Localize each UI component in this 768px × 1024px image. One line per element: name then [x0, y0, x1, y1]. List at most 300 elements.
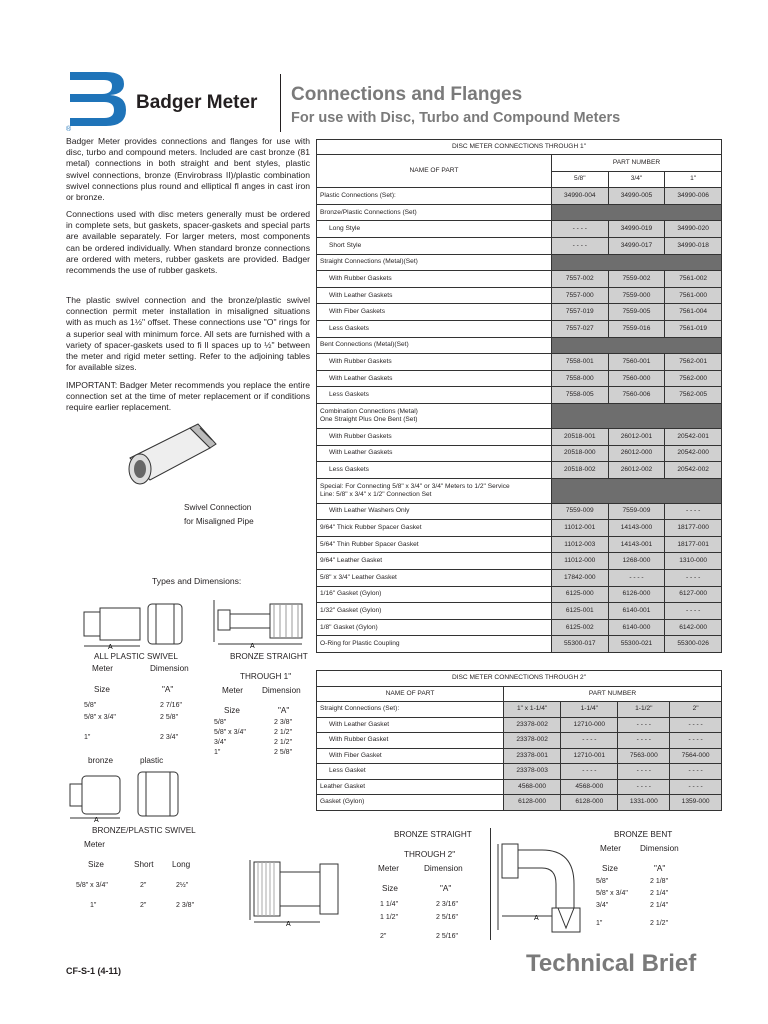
part-name: Short Style [329, 241, 362, 249]
part-number-cell: - - - - [665, 603, 722, 620]
part-name-cell [317, 221, 552, 238]
bronze-plastic-size: 5/8" x 3/4" [76, 882, 108, 889]
part-name-cell [317, 570, 552, 587]
part-number-cell: 34990-020 [665, 221, 722, 238]
types-heading: Types and Dimensions: [152, 576, 242, 586]
table-row [317, 748, 722, 764]
bronze-bent-col2: Dimension [640, 844, 679, 853]
part-number-cell: 1331-000 [618, 795, 670, 811]
part-number-cell: 20542-001 [665, 428, 722, 445]
part-number-cell: 7562-001 [665, 354, 722, 371]
part-number-cell: 20518-000 [551, 445, 608, 462]
part-name: Plastic Connections (Set): [320, 191, 396, 199]
table-row [317, 717, 722, 733]
bronze-straight-1-a: 2 5/8" [274, 749, 293, 756]
table-1-name-header: NAME OF PART [317, 155, 552, 188]
part-number-cell: - - - - [618, 733, 670, 749]
part-name-cell [317, 370, 552, 387]
table-row [317, 536, 722, 553]
group-shade-cell [551, 204, 721, 221]
part-number-cell: - - - - [618, 779, 670, 795]
table-row [317, 570, 722, 587]
part-number-cell: 34990-004 [551, 188, 608, 205]
part-number-cell: 20518-001 [551, 428, 608, 445]
part-name: With Leather Gaskets [329, 291, 393, 299]
part-name-cell [317, 553, 552, 570]
group-shade-cell [551, 337, 721, 354]
part-name: With Fiber Gaskets [329, 308, 386, 316]
part-name-cell [317, 237, 552, 254]
part-number-cell: 18177-001 [665, 536, 722, 553]
bronze-bent-a: 2 1/8" [650, 878, 669, 885]
part-number-cell: 7561-004 [665, 304, 722, 321]
bronze-straight-2-drawing [242, 856, 342, 930]
part-number-cell: 20542-000 [665, 445, 722, 462]
header-divider [280, 74, 281, 132]
part-number-cell: 1268-000 [608, 553, 665, 570]
table-1-size-header: 1" [665, 171, 722, 188]
plastic-swivel-size: 1" [84, 734, 91, 741]
part-number-cell: - - - - [618, 717, 670, 733]
table-row [317, 619, 722, 636]
intro-paragraph-3: The plastic swivel connection and the bronze/plastic swivel connection permit meter installation in misaligned situations with as much as 1½" offset. These connections use "O" rings for a superior seal with minimum force. All sets are furnished with a variety of spacer-gaskets used to fi ll spaces up to ½" between the meter and rigid meter setting. Refer to the adjoining tables for available sizes. [66, 295, 310, 373]
part-number-cell: 11012-001 [551, 520, 608, 537]
table-row [317, 221, 722, 238]
bronze-straight-2-hdr-a: "A" [440, 884, 452, 893]
part-number-cell: 6128-000 [504, 795, 561, 811]
part-number-cell: 4568-000 [504, 779, 561, 795]
part-number-cell: 6142-000 [665, 619, 722, 636]
bronze-bent-hdr-size: Size [602, 864, 618, 873]
part-number-cell: 7560-000 [608, 370, 665, 387]
bronze-straight-1-dims [274, 718, 292, 758]
bronze-plastic-short-value: 2" [140, 902, 147, 909]
part-number-cell: 7559-016 [608, 320, 665, 337]
bronze-bent-hdr-a: "A" [654, 864, 666, 873]
bronze-straight-1-a: 2 1/2" [274, 739, 293, 746]
part-name: 1/8" Gasket (Gylon) [320, 623, 378, 631]
intro-paragraph-1: Badger Meter provides connections and flanges for use with disc, turbo and compound meters. Included are cast bronze (81 metal) connections in both straight and bent styles, plastic swivel connections, bronze (Envirobrass II)/plastic combination swivel connections plus round and elliptical fl anges in cast iron or bronze. [66, 136, 310, 203]
part-number-cell: 34990-006 [665, 188, 722, 205]
bronze-straight-1-a: 2 1/2" [274, 729, 293, 736]
svg-text:A: A [108, 644, 113, 651]
part-name: 5/64" Thin Rubber Spacer Gasket [320, 540, 419, 548]
intro-paragraph-2: Connections used with disc meters generally must be ordered in complete sets, but gaskets, spacer-gaskets and special parts are available separately. For larger meters, most components can be ordered individually. When standard bronze connections are ordered with meters, rubber gaskets are provided. Badger recommends the use of rubber gaskets. [66, 209, 310, 276]
bronze-straight-1-title: BRONZE STRAIGHT [230, 652, 308, 661]
table-row [317, 478, 722, 503]
bronze-straight-1-drawing [210, 598, 310, 650]
group-shade-cell [551, 254, 721, 271]
bronze-plastic-swivel-drawing [66, 772, 186, 824]
part-name: 1/16" Gasket (Gylon) [320, 590, 382, 598]
bronze-straight-2-a: 2 5/16" [436, 914, 458, 921]
technical-brief-label: Technical Brief [526, 950, 697, 977]
part-number-cell: - - - - [670, 764, 722, 780]
part-name: Long Style [329, 225, 361, 233]
table-row [317, 503, 722, 520]
svg-text:A: A [94, 817, 99, 824]
table-row [317, 237, 722, 254]
table-row [317, 795, 722, 811]
part-number-cell: - - - - [618, 764, 670, 780]
part-name: Bent Connections (Metal)(Set) [320, 341, 409, 349]
part-name: 9/64" Leather Gasket [320, 557, 383, 565]
part-number-cell: 12710-001 [561, 748, 618, 764]
bronze-straight-2-size: 1 1/2" [380, 914, 399, 921]
table-row [317, 204, 722, 221]
part-number-cell: 7562-005 [665, 387, 722, 404]
part-number-cell: 23378-003 [504, 764, 561, 780]
bronze-bent-a: 2 1/4" [650, 890, 669, 897]
part-name-cell [317, 503, 552, 520]
bronze-straight-2-a: 2 5/16" [436, 933, 458, 940]
table-row [317, 271, 722, 288]
part-name-cell [317, 586, 552, 603]
part-number-cell: 17842-000 [551, 570, 608, 587]
part-number-cell: 55300-021 [608, 636, 665, 653]
table-row [317, 733, 722, 749]
table-row [317, 370, 722, 387]
table-2-caption: DISC METER CONNECTIONS THROUGH 2" [317, 671, 722, 687]
part-name: With Rubber Gaskets [329, 274, 392, 282]
part-number-cell: 14143-001 [608, 536, 665, 553]
table-2-name-header: NAME OF PART [317, 686, 504, 702]
plastic-swivel-size: 5/8" x 3/4" [84, 714, 116, 721]
table-1-size-header: 5/8" [551, 171, 608, 188]
part-name: Straight Connections (Metal)(Set) [320, 258, 418, 266]
bronze-straight-1-subtitle: THROUGH 1" [240, 672, 292, 681]
part-number-cell: 7559-005 [608, 304, 665, 321]
bronze-label: bronze [88, 756, 114, 765]
part-name: 9/64" Thick Rubber Spacer Gasket [320, 524, 422, 532]
part-name-cell [317, 254, 552, 271]
table-row [317, 764, 722, 780]
part-name-cell [317, 204, 552, 221]
brand-name: Badger Meter [136, 92, 258, 113]
bronze-straight-1-hdr-size: Size [224, 706, 240, 715]
table-row [317, 254, 722, 271]
part-number-cell: 6125-002 [551, 619, 608, 636]
part-number-cell: 7559-009 [608, 503, 665, 520]
part-name-cell: With Rubber Gasket [317, 733, 504, 749]
part-name-cell [317, 603, 552, 620]
part-name: Less Gaskets [329, 465, 369, 473]
bronze-straight-1-sizes [214, 718, 246, 758]
size-header-cell: 1" x 1-1/4" [504, 702, 561, 718]
part-number-cell: 7559-002 [608, 271, 665, 288]
bronze-plastic-col1: Meter [84, 840, 105, 849]
group-shade-cell [551, 478, 721, 503]
part-number-cell: 34990-018 [665, 237, 722, 254]
table-1-caption: DISC METER CONNECTIONS THROUGH 1" [317, 140, 722, 155]
part-name-cell: Less Gasket [317, 764, 504, 780]
bronze-straight-2-title: BRONZE STRAIGHT [394, 830, 472, 839]
part-name: With Leather Gaskets [329, 374, 393, 382]
table-row [317, 188, 722, 205]
part-number-cell: 7563-000 [618, 748, 670, 764]
part-number-cell: - - - - [551, 221, 608, 238]
part-number-cell: 6125-001 [551, 603, 608, 620]
part-number-cell: 6140-000 [608, 619, 665, 636]
plastic-swivel-title: ALL PLASTIC SWIVEL [94, 652, 178, 661]
part-number-cell: 7558-000 [551, 370, 608, 387]
bronze-plastic-size: 1" [90, 902, 97, 909]
part-number-cell: 23378-001 [504, 748, 561, 764]
part-number-cell: 7559-000 [608, 287, 665, 304]
part-name-cell [317, 271, 552, 288]
page-title: Connections and Flanges [291, 84, 523, 105]
plastic-swivel-size: 5/8" [84, 702, 97, 709]
part-name: Less Gaskets [329, 391, 369, 399]
table-row [317, 337, 722, 354]
part-name-cell: With Fiber Gasket [317, 748, 504, 764]
size-header-cell: 2" [670, 702, 722, 718]
bronze-bent-drawing [494, 838, 594, 942]
part-name: 5/8" x 3/4" Leather Gasket [320, 573, 397, 581]
part-number-cell: - - - - [665, 503, 722, 520]
bronze-bent-size: 1" [596, 920, 603, 927]
bronze-straight-2-hdr-size: Size [382, 884, 398, 893]
part-number-cell: - - - - [665, 570, 722, 587]
part-number-cell: 7561-000 [665, 287, 722, 304]
svg-text:A: A [534, 915, 539, 922]
bronze-plastic-hdr-short: Short [134, 860, 154, 869]
part-number-cell: 1359-000 [670, 795, 722, 811]
bronze-straight-2-size: 2" [380, 933, 387, 940]
part-number-cell: 23378-002 [504, 733, 561, 749]
table-row [317, 387, 722, 404]
part-name: 1/32" Gasket (Gylon) [320, 607, 382, 615]
svg-text:A: A [286, 921, 291, 928]
plastic-swivel-sizes [84, 700, 116, 744]
table-row [317, 445, 722, 462]
part-number-cell: 20518-002 [551, 462, 608, 479]
bronze-plastic-hdr-long: Long [172, 860, 191, 869]
plastic-swivel-hdr-size: Size [94, 685, 110, 694]
part-name: Less Gaskets [329, 324, 369, 332]
registered-mark: ® [66, 126, 72, 133]
table-1-size-header: 3/4" [608, 171, 665, 188]
swivel-connection-illustration [120, 418, 220, 510]
table-row [317, 520, 722, 537]
bronze-bent-a: 2 1/4" [650, 902, 669, 909]
part-name-cell: Leather Gasket [317, 779, 504, 795]
bronze-straight-1-size: 1" [214, 749, 221, 756]
bronze-straight-1-size: 3/4" [214, 739, 227, 746]
table-row [317, 354, 722, 371]
part-number-cell: 34990-005 [608, 188, 665, 205]
part-name: With Leather Washers Only [329, 507, 410, 515]
part-number-cell: 34990-019 [608, 221, 665, 238]
part-number-cell: 7561-002 [665, 271, 722, 288]
part-name: O-Ring for Plastic Coupling [320, 640, 400, 648]
part-name: With Rubber Gaskets [329, 432, 392, 440]
part-number-cell: 6140-001 [608, 603, 665, 620]
part-number-cell: - - - - [561, 764, 618, 780]
part-number-cell: 23378-002 [504, 717, 561, 733]
size-header-cell: 1-1/4" [561, 702, 618, 718]
part-number-cell: 6128-000 [561, 795, 618, 811]
bronze-bent-size: 5/8" x 3/4" [596, 890, 628, 897]
part-number-cell: 12710-000 [561, 717, 618, 733]
part-number-cell: 55300-017 [551, 636, 608, 653]
part-name-cell: With Leather Gasket [317, 717, 504, 733]
bronze-plastic-short-value: 2" [140, 882, 147, 889]
group-shade-cell [551, 403, 721, 428]
table-1-part-header: PART NUMBER [551, 155, 721, 172]
table-row [317, 702, 722, 718]
part-number-cell: 7558-001 [551, 354, 608, 371]
bronze-bent-size: 5/8" [596, 878, 609, 885]
part-number-cell: - - - - [551, 237, 608, 254]
bronze-straight-1-col1: Meter [222, 686, 243, 695]
part-number-cell: 6125-000 [551, 586, 608, 603]
bronze-bent-sizes [596, 876, 628, 930]
bronze-straight-2-col2: Dimension [424, 864, 463, 873]
part-number-cell: 7560-006 [608, 387, 665, 404]
part-number-cell: 7558-005 [551, 387, 608, 404]
part-name-cell [317, 337, 552, 354]
part-number-cell: 11012-000 [551, 553, 608, 570]
part-number-cell: 20542-002 [665, 462, 722, 479]
part-name-cell [317, 354, 552, 371]
bronze-straight-1-col2: Dimension [262, 686, 301, 695]
bronze-bent-a: 2 1/2" [650, 920, 669, 927]
part-number-cell: - - - - [608, 570, 665, 587]
bronze-straight-1-size: 5/8" x 3/4" [214, 729, 246, 736]
part-name: With Leather Gaskets [329, 449, 393, 457]
document-id: CF-S-1 (4-11) [66, 966, 122, 976]
part-number-cell: 7557-019 [551, 304, 608, 321]
part-name-cell [317, 188, 552, 205]
bronze-plastic-long [176, 876, 194, 916]
part-name: Bronze/Plastic Connections (Set) [320, 208, 417, 216]
part-number-cell: 26012-002 [608, 462, 665, 479]
part-name-cell [317, 462, 552, 479]
plastic-swivel-dims [160, 700, 182, 744]
bronze-plastic-title: BRONZE/PLASTIC SWIVEL [92, 826, 196, 835]
part-number-cell: 7557-002 [551, 271, 608, 288]
part-name-cell [317, 387, 552, 404]
plastic-label: plastic [140, 756, 164, 765]
bronze-plastic-short [140, 876, 146, 916]
table-row [317, 553, 722, 570]
bronze-straight-1-a: 2 3/8" [274, 719, 293, 726]
part-number-cell: - - - - [670, 717, 722, 733]
bronze-bent-dims [650, 876, 668, 930]
part-name-cell: Straight Connections (Set): [317, 702, 504, 718]
part-number-cell: 7561-019 [665, 320, 722, 337]
swivel-caption-line1: Swivel Connection [184, 503, 252, 512]
part-name-cell [317, 287, 552, 304]
part-number-cell: - - - - [670, 779, 722, 795]
part-name: Special: For Connecting 5/8" x 3/4" or 3/4" Meters to 1/2" Service [320, 482, 510, 490]
part-name-cell [317, 520, 552, 537]
part-number-cell: 26012-001 [608, 428, 665, 445]
part-number-cell: 7557-000 [551, 287, 608, 304]
bronze-bent-size: 3/4" [596, 902, 609, 909]
plastic-swivel-a: 2 7/16" [160, 702, 182, 709]
part-number-cell: 4568-000 [561, 779, 618, 795]
part-number-cell: 7559-009 [551, 503, 608, 520]
bronze-plastic-long-value: 2½" [176, 882, 189, 889]
table-row [317, 586, 722, 603]
bronze-bent-title: BRONZE BENT [614, 830, 673, 839]
bronze-straight-2-col1: Meter [378, 864, 399, 873]
part-name-line2: Line: 5/8" x 3/4" x 1/2" Connection Set [320, 490, 432, 498]
bronze-straight-2-size: 1 1/4" [380, 901, 399, 908]
part-number-cell: 6127-000 [665, 586, 722, 603]
part-number-cell: 7562-000 [665, 370, 722, 387]
bronze-plastic-long-value: 2 3/8" [176, 902, 195, 909]
part-number-cell: 7557-027 [551, 320, 608, 337]
plastic-swivel-col1: Meter [92, 664, 113, 673]
part-number-cell: 26012-000 [608, 445, 665, 462]
part-number-cell: 7560-001 [608, 354, 665, 371]
svg-text:A: A [250, 643, 255, 650]
badger-meter-logo-icon [66, 68, 128, 130]
bronze-straight-1-hdr-a: "A" [278, 706, 290, 715]
part-name-cell [317, 478, 552, 503]
part-name-cell: Gasket (Gylon) [317, 795, 504, 811]
part-number-cell: 55300-026 [665, 636, 722, 653]
bronze-straight-2-subtitle: THROUGH 2" [404, 850, 456, 859]
bronze-plastic-sizes [76, 876, 108, 916]
disc-meter-table-1 [316, 139, 722, 653]
table-row [317, 428, 722, 445]
size-header-cell: 1-1/2" [618, 702, 670, 718]
part-name: With Rubber Gaskets [329, 357, 392, 365]
part-number-cell: 34990-017 [608, 237, 665, 254]
part-number-cell: 1310-000 [665, 553, 722, 570]
plastic-swivel-drawing [80, 602, 190, 652]
bronze-straight-2-a: 2 3/16" [436, 901, 458, 908]
part-number-cell: 6126-000 [608, 586, 665, 603]
part-number-cell: 14143-000 [608, 520, 665, 537]
table-row [317, 287, 722, 304]
bronze-straight-1-size: 5/8" [214, 719, 227, 726]
part-name-cell [317, 636, 552, 653]
plastic-swivel-a: 2 3/4" [160, 734, 179, 741]
table-row [317, 603, 722, 620]
bronze-straight-2-dims [436, 898, 458, 943]
bronze-bent-col1: Meter [600, 844, 621, 853]
part-name-cell [317, 428, 552, 445]
part-name-cell [317, 536, 552, 553]
part-number-cell: - - - - [561, 733, 618, 749]
part-number-cell: 11012-003 [551, 536, 608, 553]
table-row [317, 636, 722, 653]
part-name-cell [317, 445, 552, 462]
part-number-cell: 7564-000 [670, 748, 722, 764]
table-row [317, 320, 722, 337]
plastic-swivel-a: 2 5/8" [160, 714, 179, 721]
bronze-plastic-hdr-size: Size [88, 860, 104, 869]
table-row [317, 462, 722, 479]
part-name-cell [317, 304, 552, 321]
part-name-line2: One Straight Plus One Bent (Set) [320, 415, 418, 423]
part-name-cell [317, 320, 552, 337]
plastic-swivel-col2: Dimension [150, 664, 189, 673]
part-name-cell [317, 403, 552, 428]
bronze-straight-2-sizes [380, 898, 398, 943]
disc-meter-table-2 [316, 670, 722, 811]
intro-paragraph-4: IMPORTANT: Badger Meter recommends you replace the entire connection set at the time of meter replacement or if conditions require earlier replacement. [66, 380, 310, 413]
table-2-part-header: PART NUMBER [504, 686, 722, 702]
bronze-bent-divider [490, 828, 491, 940]
part-name-cell [317, 619, 552, 636]
table-row [317, 779, 722, 795]
